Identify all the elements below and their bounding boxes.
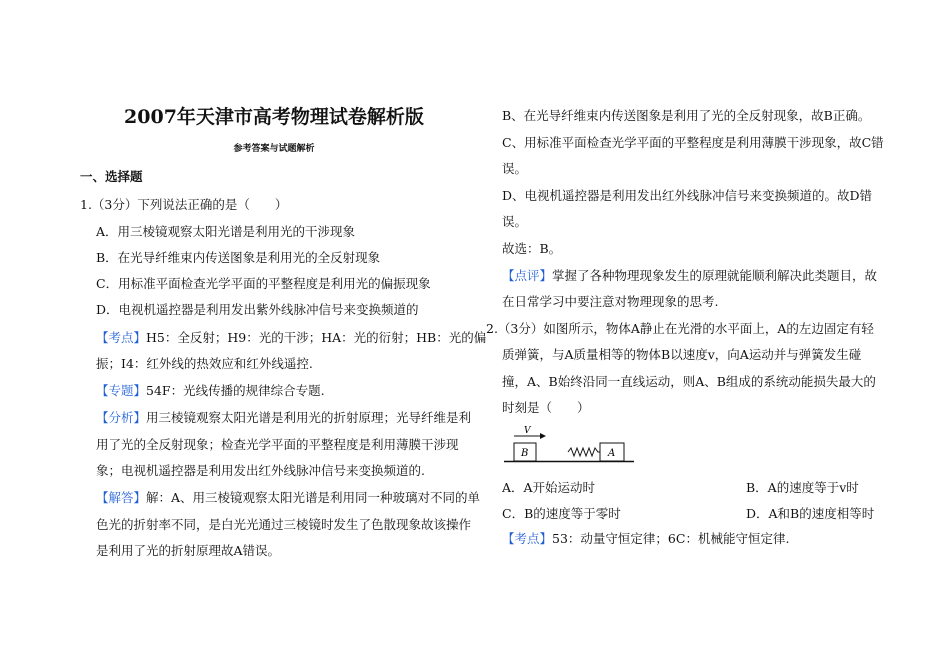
q1-zhuanti: [96, 381, 325, 399]
q2-option-b: B．A的速度等于v时: [746, 480, 859, 495]
q1-dianping-line2: 在日常学习中要注意对物理现象的思考.: [502, 294, 719, 309]
q1-kaodian-line1: [96, 328, 486, 346]
q2-option-a: A．A开始运动时: [502, 480, 596, 495]
q1-option-b: B．在光导纤维束内传送图象是利用光的全反射现象: [96, 250, 381, 265]
q2-options-row2: [502, 504, 886, 522]
section-heading: 一、选择题: [80, 169, 143, 184]
q1-jieda-line3: 是利用了光的折射原理故A错误。: [96, 543, 281, 558]
fenxi-tag: 【分析】: [96, 410, 147, 425]
q2-option-d: D．A和B的速度相等时: [746, 506, 875, 521]
kaodian-text: H5：全反射；H9：光的干涉；HA：光的衍射；HB：光的偏: [146, 330, 487, 345]
q1-jieda-line1: [96, 488, 480, 506]
q2-stem-line2: 质弹簧，与A质量相等的物体B以速度v，向A运动并与弹簧发生碰: [502, 347, 862, 362]
jieda-text: 解：A、用三棱镜观察太阳光谱是利用同一种玻璃对不同的单: [146, 490, 481, 505]
q1-fenxi-line2: 用了光的全反射现象；检查光学平面的平整程度是利用薄膜干涉现: [96, 437, 459, 452]
q1-kaodian-line2: 振；I4：红外线的热效应和红外线遥控.: [96, 356, 313, 371]
velocity-label: V: [524, 426, 531, 436]
q2-stem-line1: 2.（3分）如图所示，物体A静止在光滑的水平面上，A的左边固定有轻: [486, 321, 874, 336]
zhuanti-tag: 【专题】: [96, 383, 147, 398]
q1-answer-d-line2: 误。: [502, 214, 528, 229]
q1-jieda-line2: 色光的折射率不同，是白光光通过三棱镜时发生了色散现象故该操作: [96, 517, 472, 532]
q2-stem-line4: 时刻是（ ）: [502, 400, 590, 415]
document-subtitle: 参考答案与试题解析: [233, 144, 315, 154]
q1-answer-c-line1: C、用标准平面检查光学平面的平整程度是利用薄膜干涉现象，故C错: [502, 135, 884, 150]
q1-option-d: D．电视机遥控器是利用发出紫外线脉冲信号来变换频道的: [96, 302, 419, 317]
q1-fenxi-line1: [96, 408, 471, 426]
document-title: 2007年天津市高考物理试卷解析版: [124, 106, 424, 128]
q2-kaodian: [502, 529, 789, 547]
dianping-tag: 【点评】: [502, 268, 553, 283]
q1-answer-c-line2: 误。: [502, 161, 528, 176]
q2-kaodian-tag: 【考点】: [502, 531, 553, 546]
q2-kaodian-text: 53：动量守恒定律；6C：机械能守恒定律.: [552, 531, 790, 546]
arrowhead-icon: [540, 433, 546, 439]
q1-answer-d-line1: D、电视机遥控器是利用发出红外线脉冲信号来变换频道的。故D错: [502, 188, 873, 203]
q1-dianping-line1: [502, 266, 877, 284]
q1-option-a: A．用三棱镜观察太阳光谱是利用光的干涉现象: [96, 224, 356, 239]
q2-options-row1: [502, 478, 886, 496]
collision-figure: [500, 424, 640, 468]
spring: [568, 448, 600, 456]
block-a-label: A: [608, 448, 616, 459]
q1-choice: 故选：B。: [502, 241, 562, 256]
q1-option-c: C．用标准平面检查光学平面的平整程度是利用光的偏振现象: [96, 276, 431, 291]
q2-stem-line3: 撞，A、B始终沿同一直线运动，则A、B组成的系统动能损失最大的: [502, 374, 876, 389]
q1-stem: 1.（3分）下列说法正确的是（ ）: [80, 197, 288, 212]
dianping-text: 掌握了各种物理现象发生的原理就能顺利解决此类题目，故: [552, 268, 878, 283]
q2-option-c: C．B的速度等于零时: [502, 506, 621, 521]
jieda-tag: 【解答】: [96, 490, 147, 505]
block-b-label: B: [521, 448, 529, 459]
kaodian-tag: 【考点】: [96, 330, 147, 345]
zhuanti-text: 54F：光线传播的规律综合专题.: [146, 383, 325, 398]
fenxi-text: 用三棱镜观察太阳光谱是利用光的折射原理；光导纤维是利: [146, 410, 472, 425]
q1-fenxi-line3: 象；电视机遥控器是利用发出红外线脉冲信号来变换频道的.: [96, 463, 425, 478]
q1-answer-b: B、在光导纤维束内传送图象是利用了光的全反射现象，故B正确。: [502, 108, 871, 123]
